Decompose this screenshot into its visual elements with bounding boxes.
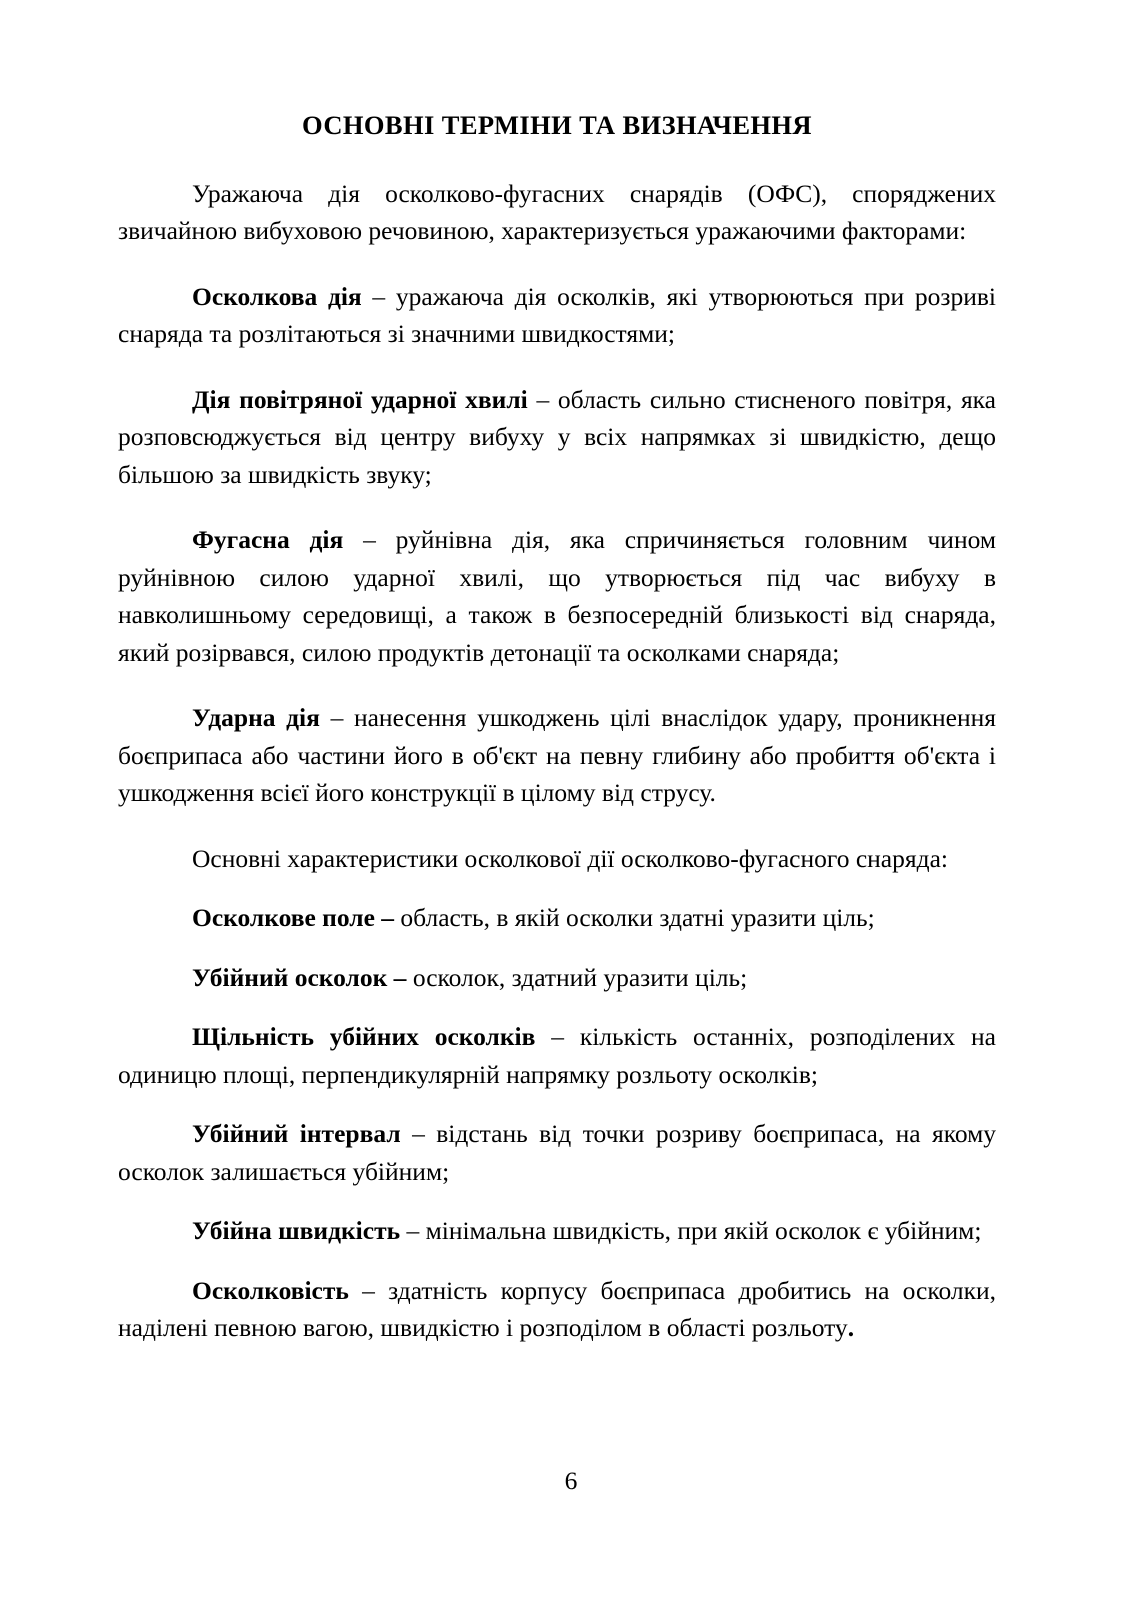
term-separator: – — [343, 525, 396, 555]
term-definition: уражаюча дія осколків, які утворюються при розриві снаряда та розлітаються зі значними швидкостями; — [118, 281, 996, 349]
definition-paragraph-oskolkove-pole — [118, 899, 996, 937]
page-content — [118, 0, 996, 1347]
term-definition: осколок, здатний уразити ціль; — [412, 962, 748, 992]
page-title: ОСНОВНІ ТЕРМІНИ ТА ВИЗНАЧЕННЯ — [302, 110, 812, 140]
definition-paragraph-oskolkova-diya — [118, 278, 996, 353]
term-label: Осколкова дія — [192, 281, 362, 311]
characteristics-lead-paragraph: Основні характеристики осколкової дії осколково-фугасного снаряда: — [192, 843, 948, 873]
term-definition: мінімальна швидкість, при якій осколок є убійним; — [425, 1216, 982, 1246]
definition-paragraph-ubiynyy-oskolok — [118, 959, 996, 997]
term-definition: відстань від точки розриву боєприпаса, на якому осколок залишається убійним; — [118, 1119, 997, 1186]
term-definition-tail: . — [847, 1313, 855, 1343]
term-label: Осколкове поле – — [192, 903, 395, 933]
definition-paragraph-ubiyna-shvydkist — [118, 1212, 996, 1250]
term-separator: – — [527, 384, 558, 414]
term-separator: – — [361, 281, 396, 311]
term-label: Ударна дія — [192, 703, 320, 733]
term-definition: область, в якій осколки здатні уразити ціль; — [400, 903, 875, 933]
term-separator: – — [400, 1216, 426, 1246]
term-definition: руйнівна дія, яка спричиняється головним чином руйнівною силою ударної хвилі, що утворюється під час вибуху в навколишньому середовищі, а також в безпосередній близькості від снаряда, який розірвався, силою продуктів детонації та осколками снаряда; — [118, 525, 996, 667]
term-separator: – — [400, 1119, 437, 1149]
definition-paragraph-udarna-hvylya — [118, 381, 996, 494]
term-label: Убійна швидкість — [192, 1216, 401, 1246]
term-separator: – — [535, 1022, 580, 1052]
term-separator: – — [319, 703, 354, 733]
definition-paragraph-fugasna-diya — [118, 521, 996, 671]
term-definition: здатність корпусу боєприпаса дробитись на осколки, наділені певною вагою, швидкістю і розподілом в області розльоту — [118, 1275, 997, 1343]
definition-paragraph-oskolkovist — [118, 1272, 996, 1347]
term-label: Дія повітряної ударної хвилі — [192, 384, 528, 414]
term-definition: кількість останніх, розподілених на одиницю площі, перпендикулярній напрямку розльоту осколків; — [118, 1022, 997, 1089]
definition-paragraph-ubiynyy-interval — [118, 1115, 996, 1190]
term-separator: – — [348, 1275, 389, 1305]
definition-paragraph-shchilnist-ubiynykh-oskolkiv — [118, 1018, 996, 1093]
term-definition: нанесення ушкоджень цілі внаслідок удару, проникнення боєприпаса або частини його в об'єкт на певну глибину або пробиття об'єкта і ушкодження всієї його конструкції в цілому від струсу. — [118, 703, 997, 808]
term-label: Фугасна дія — [192, 525, 344, 555]
term-definition: область сильно стисненого повітря, яка розповсюджується від центру вибуху у всіх напрямках зі швидкістю, дещо більшою за швидкість звуку; — [118, 384, 996, 489]
term-label: Убійний інтервал — [192, 1119, 401, 1149]
definition-paragraph-udarna-diya — [118, 699, 996, 812]
intro-paragraph: Уражаюча дія осколково-фугасних снарядів (ОФС), споряджених звичайною вибуховою речовиною, характеризується уражаючими факторами: — [118, 178, 996, 246]
term-label: Убійний осколок – — [192, 962, 407, 992]
page-number: 6 — [564, 1466, 578, 1495]
term-label: Щільність убійних осколків — [192, 1022, 536, 1052]
term-label: Осколковість — [192, 1275, 349, 1305]
